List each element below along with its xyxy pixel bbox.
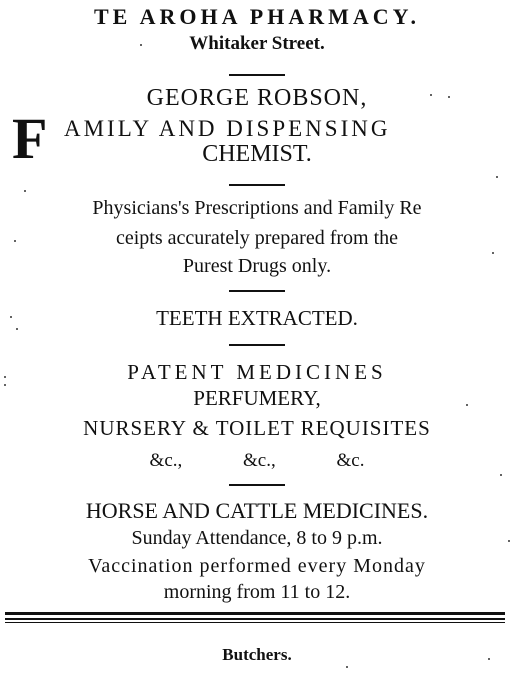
print-speck <box>10 316 12 318</box>
vaccination-line: Vaccination performed every Monday <box>88 555 426 577</box>
etcetera-line <box>0 451 514 470</box>
print-speck <box>16 328 18 330</box>
print-speck <box>430 94 432 96</box>
print-speck <box>4 376 6 378</box>
next-section-heading: Butchers. <box>222 645 292 664</box>
chemist-role-line: AMILY AND DISPENSING <box>64 116 391 141</box>
print-speck <box>14 240 16 242</box>
etc-item: &c., <box>149 450 183 471</box>
print-speck <box>346 666 348 668</box>
cattle-medicines-line: HORSE AND CATTLE MEDICINES. <box>85 498 429 523</box>
pharmacy-title: TE AROHA PHARMACY. <box>93 4 421 29</box>
divider-rule <box>229 184 285 186</box>
vaccination-line: morning from 11 to 12. <box>163 581 351 603</box>
goods-line: NURSERY & TOILET REQUISITES <box>83 416 431 440</box>
print-speck <box>466 404 468 406</box>
etc-item: &c., <box>243 450 276 471</box>
print-speck <box>492 252 494 254</box>
divider-rule <box>229 290 285 292</box>
divider-rule <box>229 74 285 76</box>
goods-line: PATENT MEDICINES <box>127 360 387 384</box>
sunday-attendance-line: Sunday Attendance, 8 to 9 p.m. <box>131 527 383 549</box>
print-speck <box>488 658 490 660</box>
etc-item: &c. <box>336 450 365 471</box>
prescriptions-line: ceipts accurately prepared from the <box>115 227 399 249</box>
teeth-extracted-line: TEETH EXTRACTED. <box>156 306 358 330</box>
divider-rule <box>229 484 285 486</box>
print-speck <box>448 96 450 98</box>
drop-cap-letter: F <box>12 106 48 171</box>
pharmacy-address: Whitaker Street. <box>189 33 325 54</box>
print-speck <box>500 474 502 476</box>
section-separator <box>5 612 505 623</box>
proprietor-name: GEORGE ROBSON, <box>146 85 368 111</box>
divider-rule <box>229 344 285 346</box>
chemist-role-line-2: CHEMIST. <box>202 141 312 167</box>
print-speck <box>496 176 498 178</box>
prescriptions-line: Physicians's Prescriptions and Family Re <box>92 197 422 219</box>
prescriptions-line: Purest Drugs only. <box>182 255 332 277</box>
print-speck <box>508 540 510 542</box>
print-speck <box>140 44 142 46</box>
print-speck <box>4 384 6 386</box>
print-speck <box>24 190 26 192</box>
goods-line: PERFUMERY, <box>193 386 321 410</box>
